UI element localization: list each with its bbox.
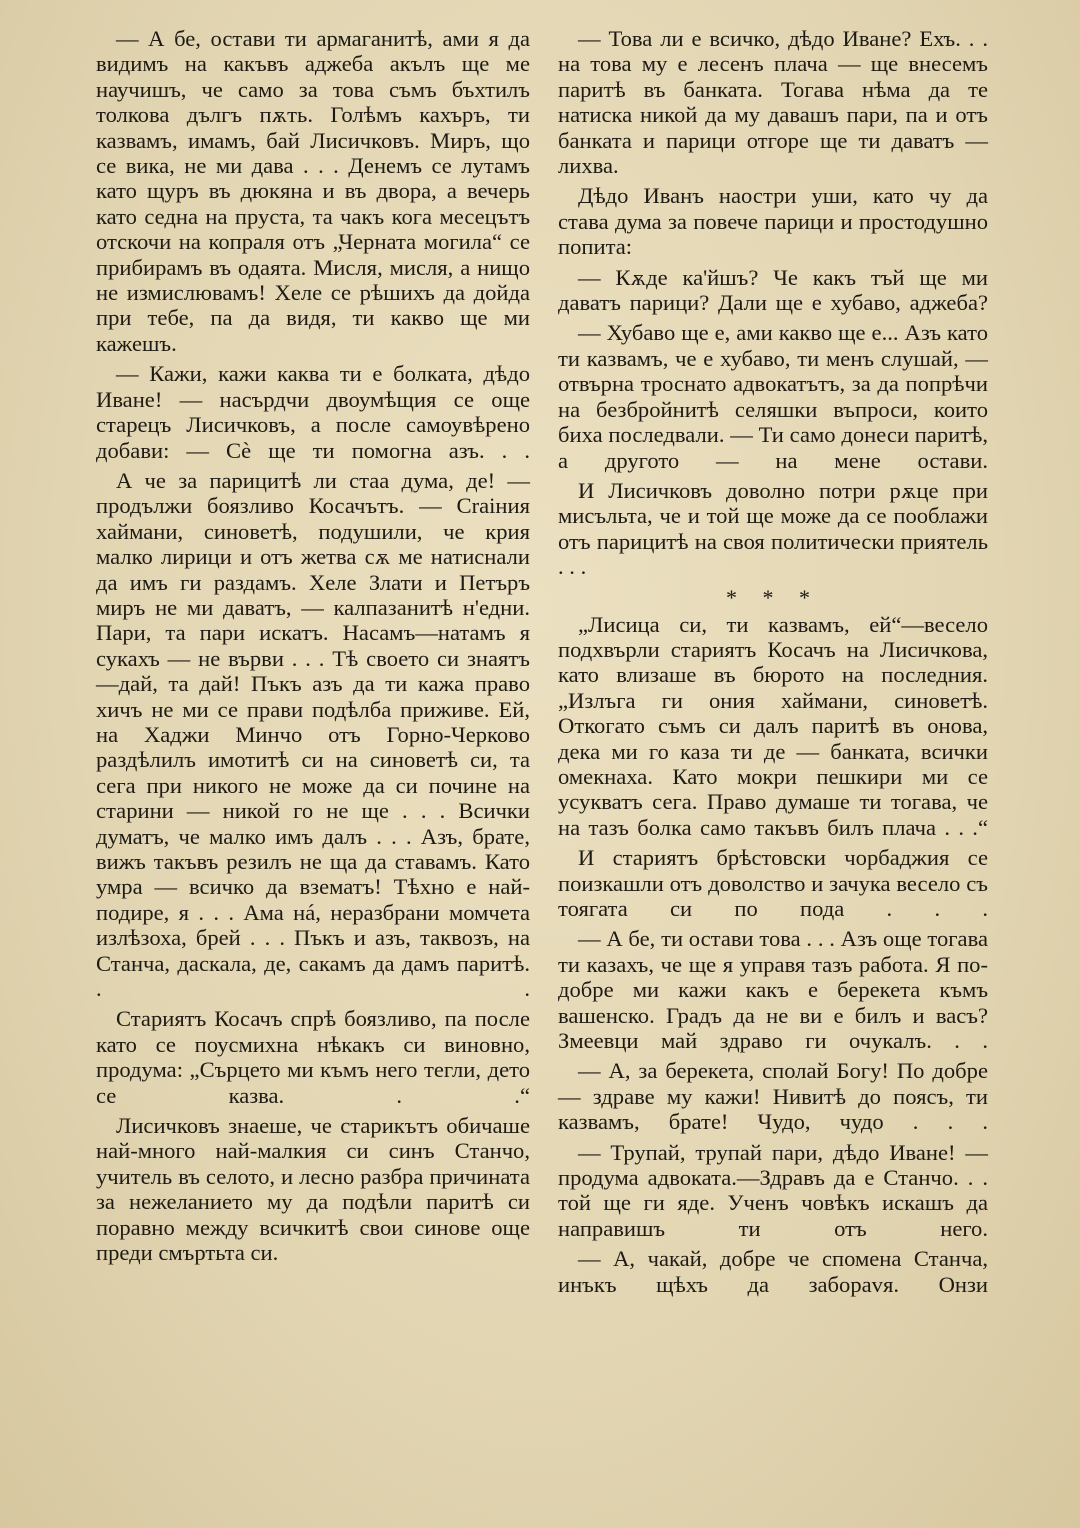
paragraph: — Кѫде ка'йшъ? Че какъ тъй ще ми даватъ парици? Дали ще е хубаво, аджеба? (558, 264, 988, 316)
paragraph: Дѣдо Иванъ наостри уши, като чу да става дума за повече парици и простодушно попита: (558, 183, 988, 260)
paragraph: — Това ли е всичко, дѣдо Иване? Ехъ. . . на това му е лесенъ плача — ще внесемъ паритѣ въ банката. Тогава нѣма да те натиска никой да му давашъ пари, па и отъ банката и парици отгоре ще ти даватъ — лихва. (558, 26, 988, 179)
left-column (96, 26, 530, 1271)
paragraph: Лисичковъ знаеше, че старикътъ обичаше най-много най-малкия си синъ Станчо, учитель въ селото, и лесно разбра причината за нежеланието му да подѣли паритѣ си поравно между всичкитѣ свои синове още преди смъртьта си. (96, 1113, 530, 1266)
paragraph: — А бе, ти остави това . . . Азъ още тогава ти казахъ, че ще я управя тазъ работа. Я по-добре ми кажи какъ е берекета къмъ вашенско. Градъ да не ви е билъ и васъ? Змеевци май здраво ги очукалъ. . . (558, 926, 988, 1054)
paragraph: „Лисица си, ти казвамъ, ей“—весело подхвърли стариятъ Косачъ на Лисичкова, като влизаше въ бюрото на последния. „Излъга ги ония хаймани, синоветѣ. Откогато съмъ си далъ паритѣ въ онова, дека ми го каза ти де — банката, всички омекнаха. Като мокри пешкири ми се усукватъ сега. Право думаше ти тогава, че на тазъ болка само такъвъ билъ плача . . .“ (558, 611, 988, 840)
paragraph: — А, чакай, добре че спомена Станча, инъкъ щѣхъ да забораvя. Онзи (558, 1246, 988, 1297)
paragraph: — Трупай, трупай пари, дѣдо Иване! — продума адвоката.—Здравъ да е Станчо. . . той ще ги яде. Ученъ човѣкъ искашъ да направишъ ти отъ него. (558, 1139, 988, 1241)
paragraph: — А, за берекета, сполай Богу! По добре — здраве му кажи! Нивитѣ до поясъ, ти казвамъ, брате! Чудо, чудо . . . (558, 1058, 988, 1135)
paragraph: — А бе, остави ти армаганитѣ, ами я да видимъ на какъвъ аджеба акълъ ще ме научишъ, че само за това съмъ бъхтилъ толкова дългъ пѫть. Голѣмъ кахъръ, ти казвамъ, имамъ, бай Лисичковъ. Миръ, що се вика, не ми дава . . . Денемъ се лутамъ като щуръ въ дюкяна и въ двора, а вечерь като седна на пруста, та чакъ кога месецътъ отскочи на копраля отъ „Черната могила“ се прибирамъ въ одаята. Мисля, мисля, а нищо не измислювамъ! Хеле се рѣшихъ да дойда при тебе, па да видя, ти какво ще ми кажешъ. (96, 26, 530, 356)
paragraph: И Лисичковъ доволно потри рѫце при мисъльта, че и той ще може да се пооблажи отъ парицитѣ на своя политически приятель . . . (558, 477, 988, 580)
paragraph: — Хубаво ще е, ами какво ще е... Азъ като ти казвамъ, че е хубаво, ти менъ слушай, — отвърна троснато адвокатътъ, за да попрѣчи на безбройнитѣ селяшки въпроси, които биха последвали. — Ти само донеси паритѣ, а другото — на мене остави. (558, 320, 988, 473)
right-column (558, 26, 988, 1302)
section-separator: * * * (726, 584, 820, 610)
paragraph: И стариятъ брѣстовски чорбаджия се поизкашли отъ доволство и зачука весело съ тоягата си по пода . . . (558, 845, 988, 921)
paragraph: — Кажи, кажи каква ти е болката, дѣдо Иване! — насърдчи двоумѣщия се още старецъ Лисичковъ, а после самоувѣрено добави: — Сѐ ще ти помогна азъ. . . (96, 361, 530, 463)
paragraph: А че за парицитѣ ли стаа дума, де! — продължи боязливо Косачътъ. — Craiния хаймани, синоветѣ, подушили, че крия малко лирици и отъ жетва сѫ ме натиснали да имъ ги раздамъ. Хеле Злати и Петъръ миръ не ми даватъ, — калпазанитѣ н'едни. Пари, та пари искатъ. Насамъ—натамъ я сукахъ — не върви . . . Тѣ своето си знаятъ—дай, та дай! Пъкъ азъ да ти кажа право хичъ не ми се прави подѣлба приживе. Ей, на Хаджи Минчо отъ Горно-Черково раздѣлилъ имотитѣ си на синоветѣ си, та сега при никого не може да си почине на старини — никой го не ще . . . Всички думатъ, че малко имъ далъ . . . Азъ, брате, вижъ такъвъ резилъ не ща да ставамъ. Като умра — всичко да взематъ! Тѣхно е най-подире, я . . . Ама нá, неразбрани момчета излѣзоха, брей . . . Пъкъ и азъ, таквозъ, на Станча, даскала, де, сакамъ да дамъ паритѣ. . . (96, 467, 530, 1002)
paragraph: Стариятъ Косачъ спрѣ боязливо, па после като се поусмихна нѣкакъ си виновно, продума: „Сърцето ми къмъ него тегли, дето се казва. . .“ (96, 1006, 530, 1108)
